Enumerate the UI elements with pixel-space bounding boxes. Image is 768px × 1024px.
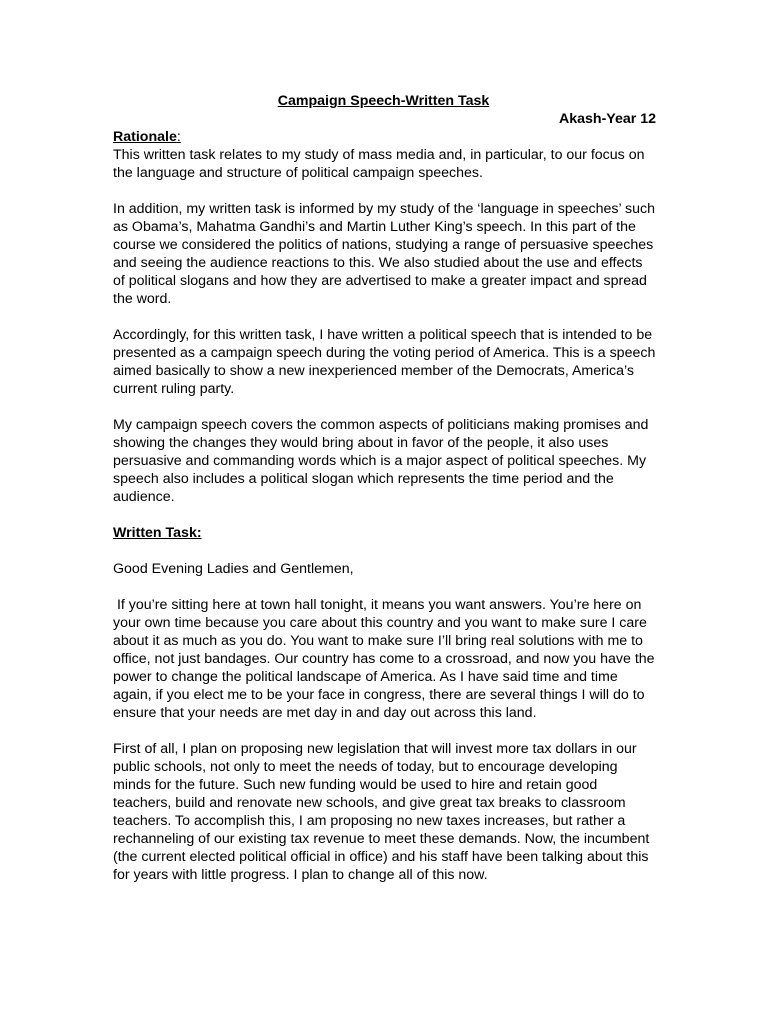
rationale-paragraph-2: In addition, my written task is informed by my study of the ‘language in speeches’ such as Obama’s, Mahatma Gandhi’s and Martin Luther King’s speech. In this part of the course we considered the politics of nations, studying a range of persuasive speeches and seeing the audience reactions to this. We also studied about the use and effects of political slogans and how they are advertised to make a greater impact and spread the word.: [113, 201, 656, 307]
rationale-paragraph-4: My campaign speech covers the common aspects of politicians making promises and showing the changes they would bring about in favor of the people, it also uses persuasive and commanding words which is a major aspect of political speeches. My speech also includes a political slogan which represents the time period and the audience.: [113, 417, 649, 505]
author-line: Akash-Year 12: [558, 111, 656, 127]
rationale-paragraph-3: Accordingly, for this written task, I have written a political speech that is intended to be presented as a campaign speech during the voting period of America. This is a speech aimed basically to show a new inexperienced member of the Democrats, America’s current ruling party.: [113, 327, 656, 397]
speech-greeting: Good Evening Ladies and Gentlemen,: [113, 561, 354, 577]
written-task-heading: Written Task:: [113, 525, 202, 541]
speech-paragraph-1: If you’re sitting here at town hall tonight, it means you want answers. You’re here on your own time because you care about this country and you want to make sure I care about it as much as you do. You want to make sure I’ll bring real solutions with me to office, not just bandages. Our country has come to a crossroad, and now you have the power to change the political landscape of America. As I have said time and time again, if you elect me to be your face in congress, there are several things I will do to ensure that your needs are met day in and day out across this land.: [113, 597, 659, 721]
document-page: [113, 92, 658, 902]
rationale-heading-colon: :: [176, 129, 181, 145]
document-title: Campaign Speech-Written Task: [277, 93, 490, 109]
rationale-heading: Rationale: [113, 129, 177, 145]
rationale-paragraph-1: This written task relates to my study of mass media and, in particular, to our focus on the language and structure of political campaign speeches.: [113, 147, 645, 181]
speech-paragraph-2: First of all, I plan on proposing new legislation that will invest more tax dollars in our public schools, not only to meet the needs of today, but to encourage developing minds for the future. Such new funding would be used to hire and retain good teachers, build and renovate new schools, and give great tax breaks to classroom teachers. To accomplish this, I am proposing no new taxes increases, but rather a rechanneling of our existing tax revenue to meet these demands. Now, the incumbent (the current elected political official in office) and his staff have been talking about this for years with little progress. I plan to change all of this now.: [113, 741, 650, 883]
rationale-heading-line: [113, 128, 658, 146]
